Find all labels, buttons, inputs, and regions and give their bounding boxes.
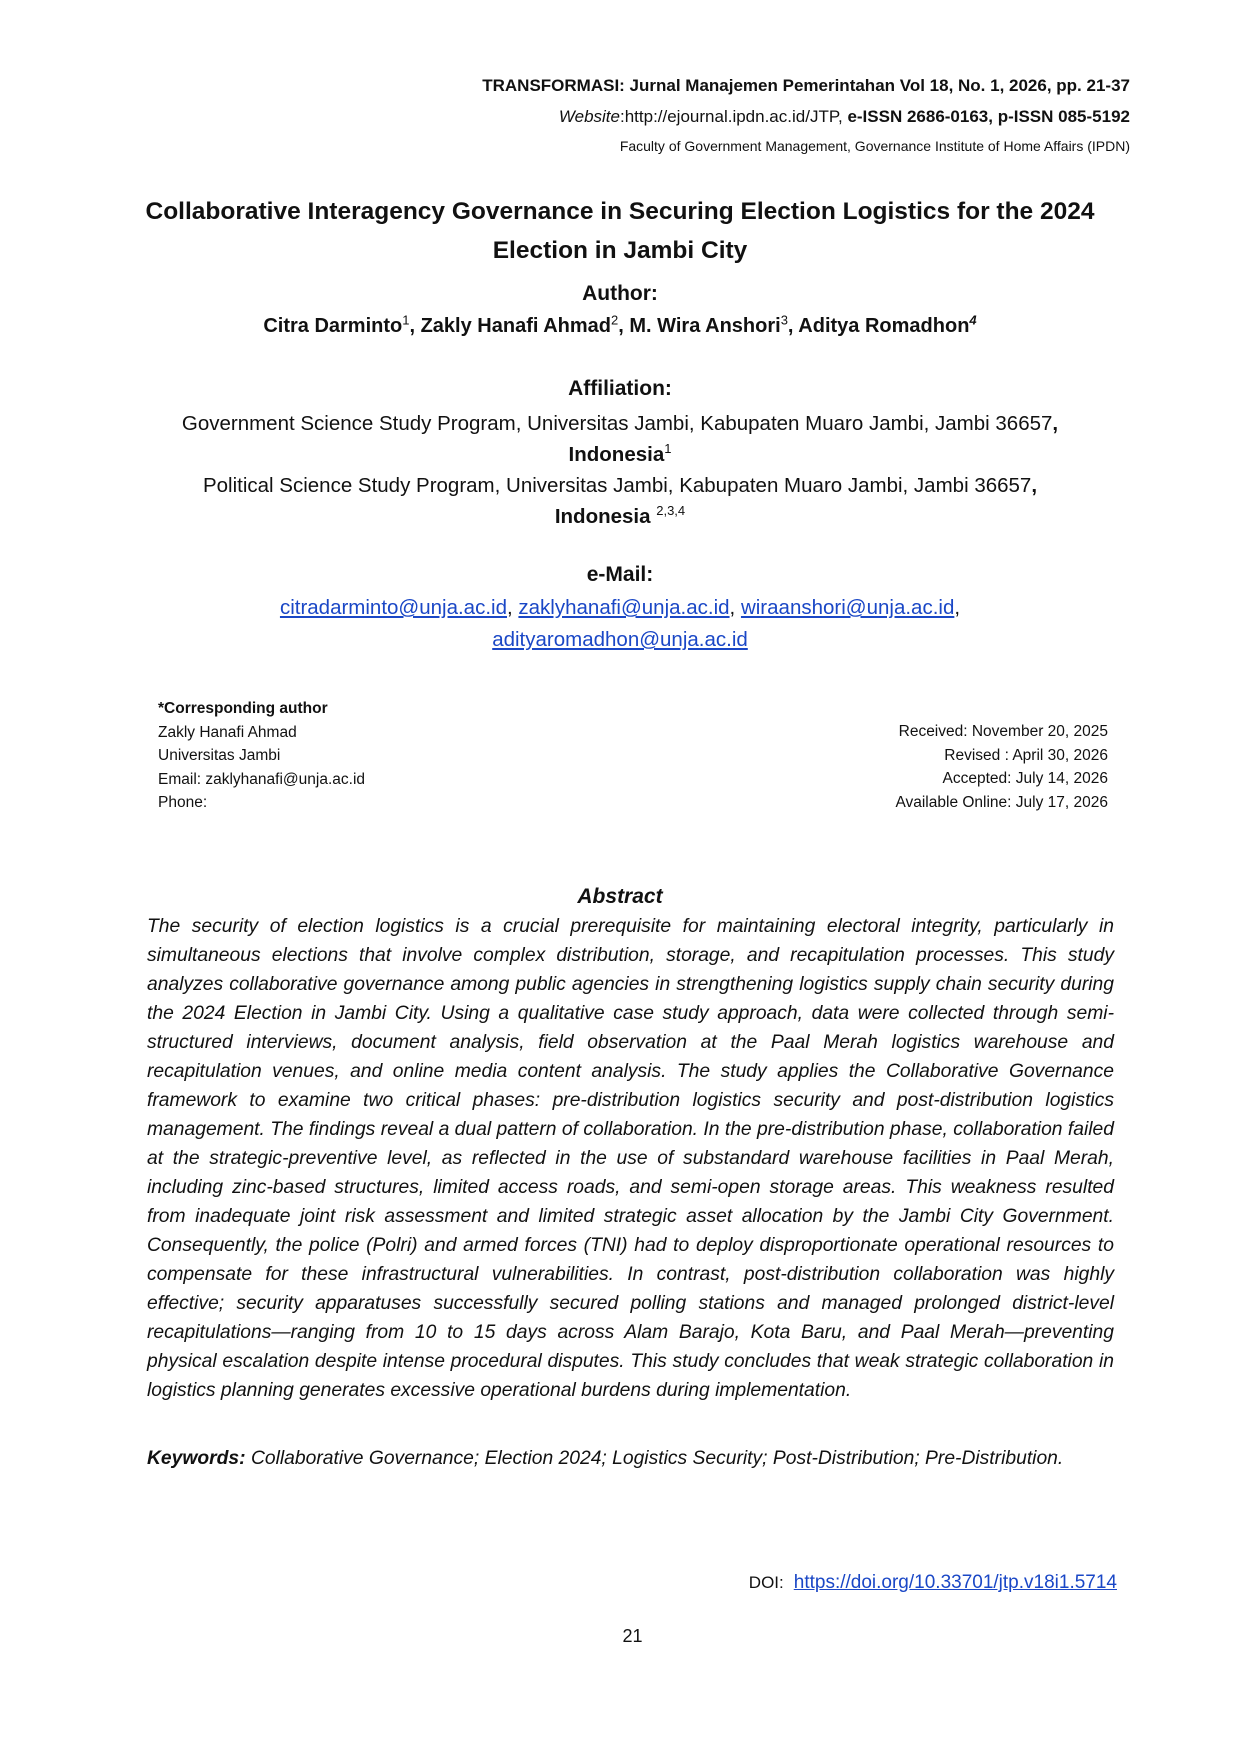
website-label: Website xyxy=(558,107,620,126)
date-received: Received: November 20, 2025 xyxy=(898,723,1108,740)
affiliation-block xyxy=(100,408,1140,532)
date-revised: Revised : April 30, 2026 xyxy=(944,746,1108,764)
email-link[interactable]: wiraanshori@unja.ac.id xyxy=(740,596,955,619)
keywords xyxy=(147,1448,1114,1470)
author-name: M. Wira Anshori xyxy=(629,315,781,337)
affiliation-line: Government Science Study Program, Universitas Jambi, Kabupaten Muaro Jambi, Jambi 36657, xyxy=(181,412,1059,435)
page-number: 21 xyxy=(622,1626,643,1646)
affiliation-line: Political Science Study Program, Universitas Jambi, Kabupaten Muaro Jambi, Jambi 36657, xyxy=(202,474,1038,497)
affiliation-country: Indonesia$^1$ xyxy=(568,441,672,466)
corresponding-name: Zakly Hanafi Ahmad xyxy=(158,723,297,741)
issn: e-ISSN 2686-0163, p-ISSN 085-5192 xyxy=(847,107,1130,126)
corresponding-phone: Phone: xyxy=(158,794,208,811)
keywords-text: Collaborative Governance; Election 2024; Logistics Security; Post-Distribution; Pre-Distribution. xyxy=(250,1448,1064,1469)
journal-header: TRANSFORMASI: Jurnal Manajemen Pemerintahan Vol 18, No. 1, 2026, pp. 21-37 xyxy=(482,76,1130,95)
dates-block xyxy=(895,720,1108,814)
author-name: Zakly Hanafi Ahmad xyxy=(420,315,612,337)
author-name: Citra Darminto xyxy=(263,315,403,337)
date-accepted: Accepted: July 14, 2026 xyxy=(942,770,1108,787)
website-line xyxy=(559,107,1130,127)
paper-title xyxy=(120,192,1120,270)
doi-link[interactable]: https://doi.org/10.33701/jtp.v18i1.5714 xyxy=(793,1572,1117,1593)
corresponding-heading: *Corresponding author xyxy=(158,700,328,717)
website-url[interactable]: :http://ejournal.ipdn.ac.id/JTP, xyxy=(619,107,843,126)
email-link[interactable]: zaklyhanafi@unja.ac.id xyxy=(518,596,730,619)
title-line-1: Collaborative Interagency Governance in Securing Election Logistics for the 2024 xyxy=(145,198,1095,225)
author-sup: 2 xyxy=(611,312,619,328)
author-sup: 1 xyxy=(402,312,410,328)
abstract-text: The security of election logistics is a crucial prerequisite for maintaining electoral integrity, particularly in simultaneous elections that involve complex distribution, storage, and recapitulation processes. This study analyzes collaborative governance among public agencies in strengthening logistics supply chain security during the 2024 Election in Jambi City. Using a qualitative case study approach, data were collected through semi-structured interviews, document analysis, field observation at the Paal Merah logistics warehouse and recapitulation venues, and online media content analysis. The study applies the Collaborative Governance framework to examine two critical phases: pre-distribution logistics security and post-distribution logistics management. The findings reveal a dual pattern of collaboration. In the pre-distribution phase, collaboration failed at the strategic-preventive level, as reflected in the use of substandard warehouse facilities in Paal Merah, including zinc-based structures, limited access roads, and semi-open storage areas. This weakness resulted from inadequate joint risk assessment and limited strategic asset allocation by the Jambi City Government. Consequently, the police (Polri) and armed forces (TNI) had to deploy disproportionate operational resources to compensate for these infrastructural vulnerabilities. In contrast, post-distribution collaboration was highly effective; security apparatuses successfully secured polling stations and managed prolonged district-level recapitulations—ranging from 10 to 15 days across Alam Barajo, Kota Baru, and Paal Merah—preventing physical escalation despite intense procedural disputes. This study concludes that weak strategic collaboration in logistics planning generates excessive operational burdens during implementation. xyxy=(147,916,1114,1401)
author-sup: 3 xyxy=(780,312,788,328)
email-link[interactable]: adityaromadhon@unja.ac.id xyxy=(492,628,748,651)
faculty-line: Faculty of Government Management, Governance Institute of Home Affairs (IPDN) xyxy=(619,138,1130,154)
email-link[interactable]: citradarminto@unja.ac.id xyxy=(279,596,507,619)
email-list: citradarminto@unja.ac.id, zaklyhanafi@unja.ac.id, wiraanshori@unja.ac.id, adityaromadhon@unja.ac.id xyxy=(279,596,961,651)
affiliation-label: Affiliation: xyxy=(568,377,672,400)
abstract-heading: Abstract xyxy=(577,885,663,908)
email-label: e-Mail: xyxy=(586,563,654,586)
title-line-2: Election in Jambi City xyxy=(492,237,748,264)
keywords-label: Keywords: xyxy=(147,1448,246,1469)
affiliation-country: Indonesia $^{2,3,4}$ xyxy=(554,503,686,528)
author-list: Citra Darminto$^1$, Zakly Hanafi Ahmad$^2$, M. Wira Anshori$^3$, Aditya Romadhon$^4$ xyxy=(263,312,977,337)
author-sup: 4 xyxy=(969,312,977,328)
doi-line xyxy=(749,1572,1117,1594)
author-label: Author: xyxy=(582,282,658,305)
author-name: Aditya Romadhon xyxy=(798,315,970,337)
doi-label: DOI: xyxy=(748,1573,784,1592)
corresponding-institution: Universitas Jambi xyxy=(158,747,281,764)
corresponding-author-block xyxy=(158,697,365,815)
date-online: Available Online: July 17, 2026 xyxy=(895,793,1108,811)
corresponding-email: Email: zaklyhanafi@unja.ac.id xyxy=(158,770,366,788)
